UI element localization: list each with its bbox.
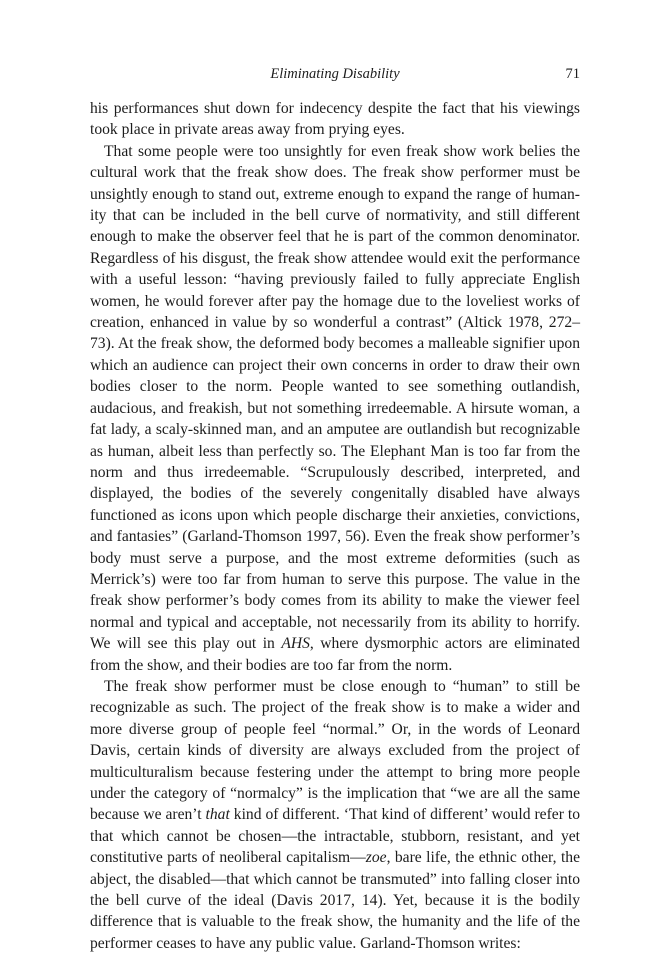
page-number: 71 <box>565 66 580 82</box>
italic-text: AHS <box>281 635 310 653</box>
running-head <box>90 62 580 88</box>
running-title: Eliminating Disability <box>270 66 400 82</box>
paragraph <box>90 676 580 954</box>
book-page <box>90 62 580 954</box>
text-run: The freak show performer must be close enough to “human” to still be recognizable as such. The project of the freak show is to make a wider and more diverse group of people feel “normal.” Or, in the words of Leonard Davis, certain kinds of diversity are always excluded from the project of multiculturalism because festering under the attempt to bring more people under the category of “normalcy” is the implication that “we are all the same because we aren’t <box>90 677 580 824</box>
text-run: his performances shut down for indecency despite the fact that his viewings took place in private areas away from prying eyes. <box>90 100 580 139</box>
text-run: , where dysmorphic actors are eliminated from the show, and their bodies are too far from the norm. <box>90 635 580 674</box>
italic-text: that <box>205 806 230 824</box>
italic-text: zoe <box>365 849 387 867</box>
body-text <box>90 98 580 954</box>
text-run: kind of different. ‘That kind of different’ would refer to that which cannot be chosen—the intractable, stubborn, resistant, and yet constitutive parts of neoliberal capitalism— <box>90 806 580 867</box>
text-run: That some people were too unsightly for even freak show work belies the cultural work that the freak show does. The freak show performer must be unsightly enough to stand out, extreme enough to expand the range of humanity that can be included in the bell curve of normativity, and still different enough to make the observer feel that he is part of the common denominator. Regardless of his disgust, the freak show attendee would exit the performance with a useful lesson: “having previously failed to fully appreciate English women, he would forever after pay the homage due to the loveliest works of creation, enhanced in value by so wonderful a contrast” (Altick 1978, 272–73). At the freak show, the deformed body becomes a malleable signifier upon which an audience can project their own concerns in order to draw their own bodies closer to the norm. People wanted to see something outlandish, audacious, and freakish, but not something irredeemable. A hirsute woman, a fat lady, a scaly-skinned man, and an amputee are outlandish but recognizable as human, albeit less than perfectly so. The Elephant Man is too far from the norm and thus irredeemable. “Scrupulously described, interpreted, and displayed, the bodies of the severely congenitally disabled have always functioned as icons upon which people discharge their anxieties, convictions, and fantasies” (Garland-Thomson 1997, 56). Even the freak show performer’s body must serve a purpose, and the most extreme deformities (such as Merrick’s) were too far from human to serve this purpose. The value in the freak show performer’s body comes from its ability to make the viewer feel normal and typical and acceptable, not necessarily from its ability to horrify. We will see this play out in <box>90 142 580 653</box>
paragraph <box>90 141 580 676</box>
paragraph <box>90 98 580 141</box>
text-run: , bare life, the ethnic other, the abject, the disabled—that which cannot be transmuted” into falling closer into the bell curve of the ideal (Davis 2017, 14). Yet, because it is the bodily difference that is valuable to the freak show, the humanity and the life of the performer ceases to have any public value. Garland-Thomson writes: <box>90 849 580 952</box>
